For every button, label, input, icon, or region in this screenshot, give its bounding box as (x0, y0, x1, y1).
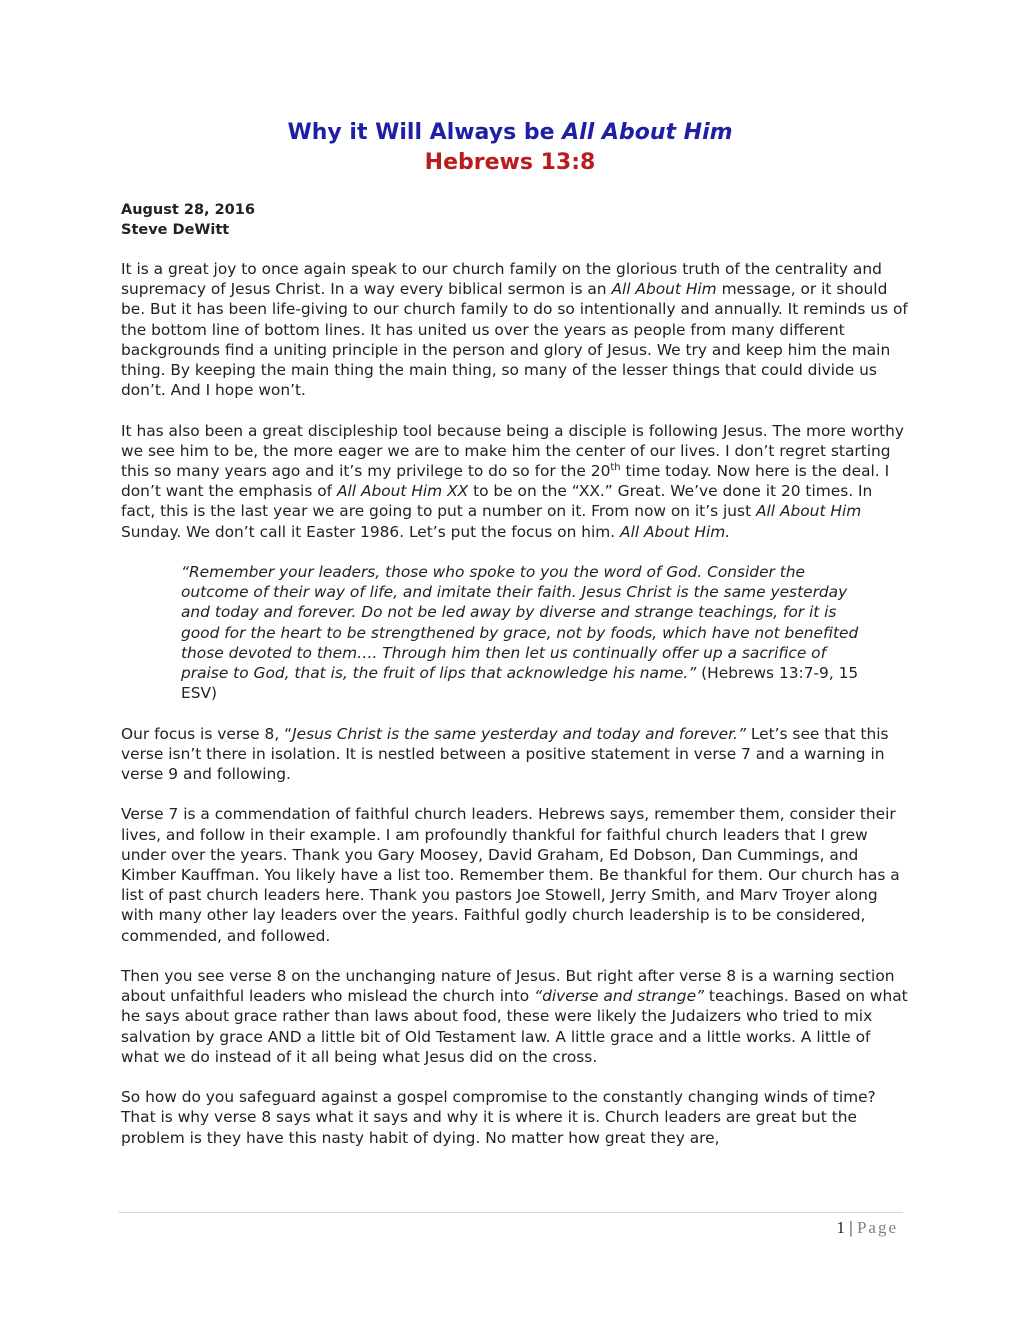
page-label: Page (856, 1218, 898, 1237)
paragraph-5 (121, 966, 911, 1067)
p5-italic-b: “diverse and strange” (534, 987, 705, 1006)
p2-italic-g: All About Him. (620, 522, 731, 541)
paragraph-4: Verse 7 is a commendation of faithful church leaders. Hebrews says, remember them, consider their lives, and follow in their example. I am profoundly thankful for faithful church leaders that I grew under over the years. Thank you Gary Moosey, David Graham, Ed Dobson, Dan Cummings, and Kimber Kauffman. You likely have a list too. Remember them. Be thankful for them. Our church has a list of past church leaders here. Thank you pastors Joe Stowell, Jerry Smith, and Marv Troyer along with many other lay leaders over the years. Faithful godly church leadership is to be considered, commended, and followed. (121, 805, 900, 945)
page-number: 1 (836, 1218, 846, 1237)
footer-divider (118, 1212, 903, 1213)
p2-italic-c: All About Him XX (336, 482, 469, 501)
p5-text-a: Then you see verse 8 on the unchanging nature of Jesus. But right after verse 8 is a warning section about unfaithful leaders who mislead the church into (121, 967, 895, 1006)
sermon-date: August 28, 2016 (121, 202, 255, 218)
p2-text-f: Sunday. We don’t call it Easter 1986. Let’s put the focus on him. (121, 522, 621, 541)
page-title (0, 120, 1020, 145)
quote-text: “Remember your leaders, those who spoke to you the word of God. Consider the outcome of their way of life, and imitate their faith. Jesus Christ is the same yesterday and today and forever. Do not be led away by diverse and strange teachings, for it is good for the heart to be strengthened by grace, not by foods, which have not benefited those devoted to them…. Through him then let us continually offer up a sacrifice of praise to God, that is, the fruit of lips that acknowledge his name.” (181, 563, 859, 683)
p1-text-a: It is a great joy to once again speak to our church family on the glorious truth of the centrality and supremacy of Jesus Christ. In a way every biblical sermon is an (121, 260, 882, 299)
p3-text-a: Our focus is verse 8, “ (121, 724, 293, 743)
page-subtitle: Hebrews 13:8 (424, 150, 596, 175)
p1-text-c: message, or it should be. But it has been life-giving to our church family to do so intentionally and annually. It reminds us of the bottom line of bottom lines. It has united us over the years as people from many different backgrounds find a uniting principle in the person and glory of Jesus. We try and keep him the main thing. By keeping the main thing the main thing, so many of the lesser things that could divide us don’t. And I hope won’t. (121, 280, 908, 400)
p2-text-d: to be on the “XX.” Great. We’ve done it 20 times. In fact, this is the last year we are going to put a number on it. From now on it’s just (121, 482, 873, 521)
paragraph-6: So how do you safeguard against a gospel compromise to the constantly changing winds of time? That is why verse 8 says what it says and why it is where it is. Church leaders are great but the problem is they have this nasty habit of dying. No matter how great they are, (121, 1088, 876, 1147)
title-italic: All About Him (562, 120, 733, 145)
p2-superscript: th (610, 461, 621, 473)
sermon-author: Steve DeWitt (121, 222, 230, 238)
title-prefix: Why it Will Always be (287, 120, 563, 145)
p3-italic-b: Jesus Christ is the same yesterday and today and forever.” (292, 724, 746, 743)
quote-reference: (Hebrews 13:7-9, 15 ESV) (181, 664, 859, 703)
p2-text-a: It has also been a great discipleship tool because being a disciple is following Jesus. The more worthy we see him to be, the more eager we are to make him the center of our lives. I don’t regret starting this so many years ago and it’s my privilege to do so for the 20 (121, 421, 905, 481)
paragraph-3 (121, 724, 911, 785)
p5-text-c: teachings. Based on what he says about grace rather than laws about food, these were likely the Judaizers who tried to mix salvation by grace AND a little bit of Old Testament law. A little grace and a little works. A little of what we do instead of it all being what Jesus did on the cross. (121, 987, 908, 1066)
scripture-quote (181, 562, 871, 703)
p2-italic-e: All About Him (756, 502, 862, 521)
p1-italic-b: All About Him (611, 280, 717, 299)
page-separator: | (845, 1218, 857, 1237)
p2-text-b: time today. Now here is the deal. I don’t want the emphasis of (121, 462, 890, 501)
document-body (121, 259, 911, 1148)
sermon-meta (121, 200, 255, 240)
page-footer (700, 1218, 898, 1238)
p3-text-c: Let’s see that this verse isn’t there in isolation. It is nestled between a positive statement in verse 7 and a warning in verse 9 and following. (121, 724, 889, 784)
paragraph-1 (121, 259, 911, 400)
paragraph-2 (121, 421, 911, 542)
